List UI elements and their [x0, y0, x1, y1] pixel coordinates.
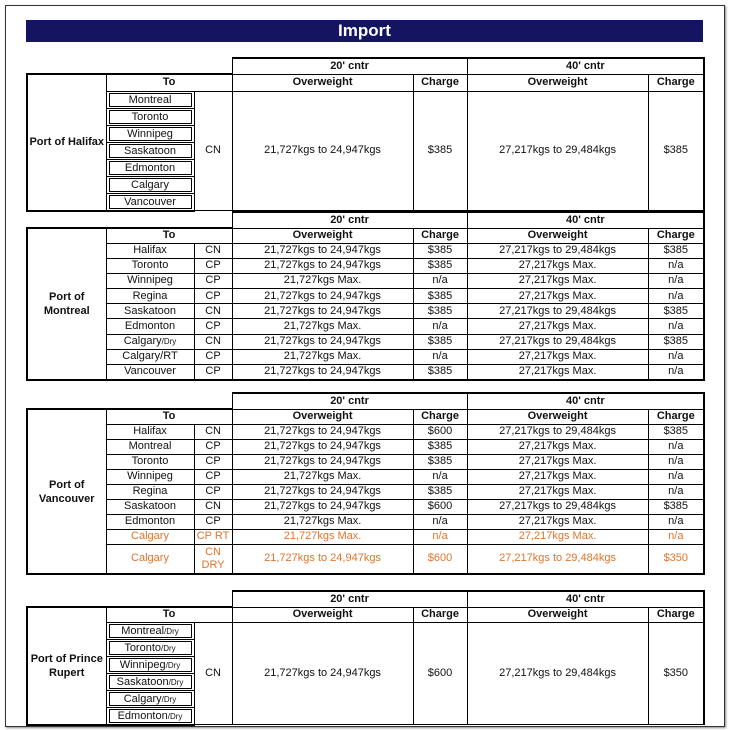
port-name: Port of Vancouver [27, 409, 106, 574]
charge-20ft: $385 [413, 289, 467, 304]
port-name: Port of Montreal [27, 228, 106, 380]
overweight-20ft: 21,727kgs to 24,947kgs [232, 544, 413, 574]
charge-20ft: $385 [413, 365, 467, 380]
overweight-20ft: 21,727kgs to 24,947kgs [232, 622, 413, 725]
charge-40ft: $385 [648, 334, 704, 349]
table-row [27, 469, 704, 484]
charge-40ft: $385 [648, 424, 704, 439]
header-charge: Charge [648, 607, 704, 622]
header-charge: Charge [413, 74, 467, 91]
destination-cell [106, 469, 194, 484]
destination-name: Montreal [128, 93, 172, 106]
rail-carrier: CN [194, 424, 232, 439]
header-spacer [27, 591, 232, 607]
charge-40ft: $385 [648, 243, 704, 258]
destination-cell [106, 544, 194, 574]
overweight-40ft: 27,217kgs Max. [467, 365, 648, 380]
charge-40ft: n/a [648, 529, 704, 544]
charge-40ft: n/a [648, 439, 704, 454]
overweight-20ft: 21,727kgs to 24,947kgs [232, 91, 413, 211]
rail-carrier: CN DRY [194, 544, 232, 574]
destination-name: Calgary/RT [122, 350, 178, 363]
port-name: Port of Prince Rupert [27, 607, 106, 725]
overweight-20ft: 21,727kgs Max. [232, 529, 413, 544]
rail-carrier: CP [194, 319, 232, 334]
destination-name: Halifax [133, 425, 167, 437]
destination-box [109, 195, 192, 209]
rail-carrier: CP [194, 258, 232, 273]
charge-20ft: $385 [413, 258, 467, 273]
overweight-40ft: 27,217kgs to 29,484kgs [467, 334, 648, 349]
table-row [27, 289, 704, 304]
header-overweight: Overweight [467, 74, 648, 91]
header-charge: Charge [648, 74, 704, 91]
rate-table-1 [26, 211, 705, 381]
destination-cell [106, 484, 194, 499]
header-charge: Charge [648, 409, 704, 424]
rail-carrier: CP [194, 514, 232, 529]
overweight-40ft: 27,217kgs to 29,484kgs [467, 91, 648, 211]
overweight-20ft: 21,727kgs to 24,947kgs [232, 334, 413, 349]
header-spacer [27, 212, 232, 228]
table-row [27, 349, 704, 364]
destination-cell [106, 273, 194, 288]
charge-20ft: n/a [413, 514, 467, 529]
charge-20ft: $385 [413, 304, 467, 319]
destination-box [109, 658, 192, 672]
destination-name: Vancouver [124, 195, 176, 208]
table-row [27, 529, 704, 544]
destination-name: Calgary [131, 178, 169, 191]
overweight-40ft: 27,217kgs Max. [467, 349, 648, 364]
header-spacer [27, 393, 232, 409]
rail-carrier: CP [194, 365, 232, 380]
charge-40ft: n/a [648, 469, 704, 484]
destination-box [109, 624, 192, 638]
rail-carrier: CP [194, 289, 232, 304]
table-row [27, 304, 704, 319]
destination-cell [106, 193, 194, 211]
overweight-20ft: 21,727kgs Max. [232, 514, 413, 529]
destination-cell [106, 125, 194, 142]
destination-box [109, 161, 192, 175]
destination-suffix: /Dry [161, 694, 177, 704]
overweight-40ft: 27,217kgs to 29,484kgs [467, 622, 648, 725]
destination-name: Calgary [123, 335, 162, 348]
destination-cell [106, 707, 194, 725]
destination-cell [106, 258, 194, 273]
destination-name: Vancouver [124, 365, 176, 378]
header-overweight: Overweight [467, 228, 648, 243]
charge-20ft: $385 [413, 454, 467, 469]
charge-40ft: $350 [648, 544, 704, 574]
destination-name: Winnipeg [127, 127, 173, 140]
rate-table-0 [26, 57, 705, 212]
header-to: To [106, 228, 232, 243]
charge-40ft: n/a [648, 365, 704, 380]
table-row [27, 454, 704, 469]
charge-40ft: n/a [648, 273, 704, 288]
destination-cell [106, 349, 194, 364]
destination-name: Edmonton [124, 515, 176, 527]
destination-cell [106, 454, 194, 469]
overweight-20ft: 21,727kgs to 24,947kgs [232, 439, 413, 454]
charge-20ft: $600 [413, 424, 467, 439]
destination-box [109, 144, 192, 158]
header-charge: Charge [648, 228, 704, 243]
destination-name: Montreal [128, 440, 172, 452]
destination-cell [106, 439, 194, 454]
table-row [27, 258, 704, 273]
destination-name: Calgary [131, 552, 169, 565]
overweight-40ft: 27,217kgs to 29,484kgs [467, 499, 648, 514]
destination-name: Montreal [121, 624, 165, 637]
header-40ft-container: 40' cntr [467, 212, 704, 228]
table-row [27, 514, 704, 529]
charge-20ft: $385 [413, 484, 467, 499]
destination-cell [106, 159, 194, 176]
charge-20ft: $600 [413, 499, 467, 514]
rail-carrier: CN [194, 304, 232, 319]
destination-box [109, 641, 192, 655]
overweight-20ft: 21,727kgs to 24,947kgs [232, 499, 413, 514]
header-overweight: Overweight [467, 607, 648, 622]
rail-carrier: CP [194, 439, 232, 454]
destination-name: Halifax [133, 244, 167, 257]
destination-cell [106, 424, 194, 439]
charge-40ft: n/a [648, 454, 704, 469]
destination-box [109, 178, 192, 192]
rate-table-2 [26, 392, 705, 575]
destination-name: Winnipeg [127, 274, 173, 287]
rail-carrier: CN [194, 499, 232, 514]
overweight-40ft: 27,217kgs Max. [467, 469, 648, 484]
destination-cell [106, 176, 194, 193]
charge-40ft: n/a [648, 289, 704, 304]
destination-name: Regina [132, 485, 168, 497]
overweight-20ft: 21,727kgs Max. [232, 319, 413, 334]
table-row [27, 544, 704, 574]
page-title: Import [26, 20, 703, 42]
destination-box [109, 709, 192, 723]
rail-carrier: CN [194, 622, 232, 725]
rail-carrier: CP [194, 349, 232, 364]
charge-40ft: n/a [648, 514, 704, 529]
rail-carrier: CP [194, 469, 232, 484]
header-overweight: Overweight [467, 409, 648, 424]
table-row [27, 439, 704, 454]
destination-name: Toronto [124, 641, 162, 654]
overweight-40ft: 27,217kgs to 29,484kgs [467, 243, 648, 258]
destination-suffix: /Dry [161, 643, 176, 653]
destination-box [109, 675, 192, 689]
charge-40ft: $350 [648, 622, 704, 725]
header-overweight: Overweight [232, 409, 413, 424]
destination-cell [106, 319, 194, 334]
destination-name: Calgary [131, 530, 169, 542]
destination-cell [106, 304, 194, 319]
rail-carrier: CN [194, 91, 232, 211]
destination-name: Edmonton [124, 320, 176, 333]
table-row [27, 365, 704, 380]
header-40ft-container: 40' cntr [467, 393, 704, 409]
header-spacer [27, 58, 232, 74]
overweight-20ft: 21,727kgs Max. [232, 469, 413, 484]
destination-name: Calgary [123, 692, 162, 705]
overweight-20ft: 21,727kgs to 24,947kgs [232, 365, 413, 380]
destination-name: Saskatoon [116, 675, 169, 688]
table-row [27, 319, 704, 334]
charge-20ft: $385 [413, 91, 467, 211]
header-20ft-container: 20' cntr [232, 58, 467, 74]
destination-cell [106, 365, 194, 380]
overweight-40ft: 27,217kgs to 29,484kgs [467, 544, 648, 574]
rail-carrier: CN [194, 243, 232, 258]
charge-20ft: n/a [413, 529, 467, 544]
table-row [27, 334, 704, 349]
header-overweight: Overweight [232, 228, 413, 243]
overweight-20ft: 21,727kgs Max. [232, 349, 413, 364]
overweight-40ft: 27,217kgs to 29,484kgs [467, 304, 648, 319]
charge-20ft: n/a [413, 349, 467, 364]
destination-cell [106, 243, 194, 258]
charge-40ft: n/a [648, 319, 704, 334]
table-row [27, 91, 704, 108]
header-overweight: Overweight [232, 74, 413, 91]
destination-name: Saskatoon [124, 304, 176, 317]
overweight-20ft: 21,727kgs to 24,947kgs [232, 258, 413, 273]
charge-40ft: $385 [648, 91, 704, 211]
destination-suffix: /Dry [168, 677, 184, 687]
destination-box [109, 93, 192, 107]
rail-carrier: CN [194, 334, 232, 349]
rail-carrier: CP [194, 484, 232, 499]
destination-name: Toronto [131, 259, 169, 272]
destination-cell [106, 673, 194, 690]
overweight-20ft: 21,727kgs to 24,947kgs [232, 243, 413, 258]
destination-cell [106, 334, 194, 349]
table-row [27, 622, 704, 639]
overweight-40ft: 27,217kgs Max. [467, 258, 648, 273]
destination-name: Saskatoon [124, 500, 176, 512]
charge-20ft: $600 [413, 544, 467, 574]
rail-carrier: CP RT [194, 529, 232, 544]
header-to: To [106, 409, 232, 424]
overweight-40ft: 27,217kgs Max. [467, 289, 648, 304]
destination-suffix: /Dry [164, 626, 179, 636]
overweight-40ft: 27,217kgs Max. [467, 484, 648, 499]
destination-box [109, 110, 192, 124]
overweight-40ft: 27,217kgs Max. [467, 439, 648, 454]
charge-20ft: n/a [413, 273, 467, 288]
charge-40ft: n/a [648, 484, 704, 499]
header-charge: Charge [413, 409, 467, 424]
destination-box [109, 127, 192, 141]
destination-cell [106, 622, 194, 639]
table-row [27, 243, 704, 258]
destination-name: Regina [132, 289, 168, 302]
destination-name: Toronto [131, 455, 169, 467]
charge-20ft: n/a [413, 319, 467, 334]
table-row [27, 499, 704, 514]
rail-carrier: CP [194, 273, 232, 288]
table-row [27, 484, 704, 499]
destination-cell [106, 514, 194, 529]
charge-20ft: $385 [413, 243, 467, 258]
charge-40ft: $385 [648, 304, 704, 319]
charge-20ft: $385 [413, 439, 467, 454]
charge-20ft: $385 [413, 334, 467, 349]
overweight-20ft: 21,727kgs to 24,947kgs [232, 289, 413, 304]
destination-name: Toronto [131, 110, 169, 123]
header-to: To [106, 607, 232, 622]
charge-40ft: n/a [648, 349, 704, 364]
destination-cell [106, 108, 194, 125]
table-row [27, 424, 704, 439]
rate-table-3 [26, 590, 705, 726]
destination-cell [106, 656, 194, 673]
charge-20ft: n/a [413, 469, 467, 484]
destination-cell [106, 529, 194, 544]
overweight-40ft: 27,217kgs Max. [467, 319, 648, 334]
overweight-20ft: 21,727kgs to 24,947kgs [232, 454, 413, 469]
destination-cell [106, 142, 194, 159]
header-charge: Charge [413, 228, 467, 243]
destination-suffix: /Dry [161, 337, 177, 347]
overweight-40ft: 27,217kgs Max. [467, 514, 648, 529]
overweight-20ft: 21,727kgs to 24,947kgs [232, 484, 413, 499]
charge-20ft: $600 [413, 622, 467, 725]
destination-suffix: /Dry [167, 711, 183, 721]
overweight-40ft: 27,217kgs Max. [467, 454, 648, 469]
header-to: To [106, 74, 232, 91]
table-row [27, 273, 704, 288]
destination-suffix: /Dry [165, 660, 181, 670]
header-40ft-container: 40' cntr [467, 591, 704, 607]
header-20ft-container: 20' cntr [232, 212, 467, 228]
destination-cell [106, 639, 194, 656]
destination-name: Winnipeg [119, 658, 166, 671]
destination-name: Winnipeg [127, 470, 173, 482]
header-20ft-container: 20' cntr [232, 393, 467, 409]
destination-cell [106, 499, 194, 514]
overweight-20ft: 21,727kgs Max. [232, 273, 413, 288]
charge-40ft: $385 [648, 499, 704, 514]
destination-cell [106, 91, 194, 108]
charge-40ft: n/a [648, 258, 704, 273]
destination-box [109, 692, 192, 706]
overweight-40ft: 27,217kgs Max. [467, 273, 648, 288]
destination-cell [106, 690, 194, 707]
overweight-20ft: 21,727kgs to 24,947kgs [232, 304, 413, 319]
header-20ft-container: 20' cntr [232, 591, 467, 607]
header-40ft-container: 40' cntr [467, 58, 704, 74]
port-name: Port of Halifax [27, 74, 106, 211]
header-overweight: Overweight [232, 607, 413, 622]
header-charge: Charge [413, 607, 467, 622]
rail-carrier: CP [194, 454, 232, 469]
destination-cell [106, 289, 194, 304]
overweight-40ft: 27,217kgs Max. [467, 529, 648, 544]
destination-name: Edmonton [124, 161, 176, 174]
destination-name: Edmonton [117, 709, 168, 722]
destination-name: Saskatoon [124, 144, 176, 157]
overweight-20ft: 21,727kgs to 24,947kgs [232, 424, 413, 439]
overweight-40ft: 27,217kgs to 29,484kgs [467, 424, 648, 439]
